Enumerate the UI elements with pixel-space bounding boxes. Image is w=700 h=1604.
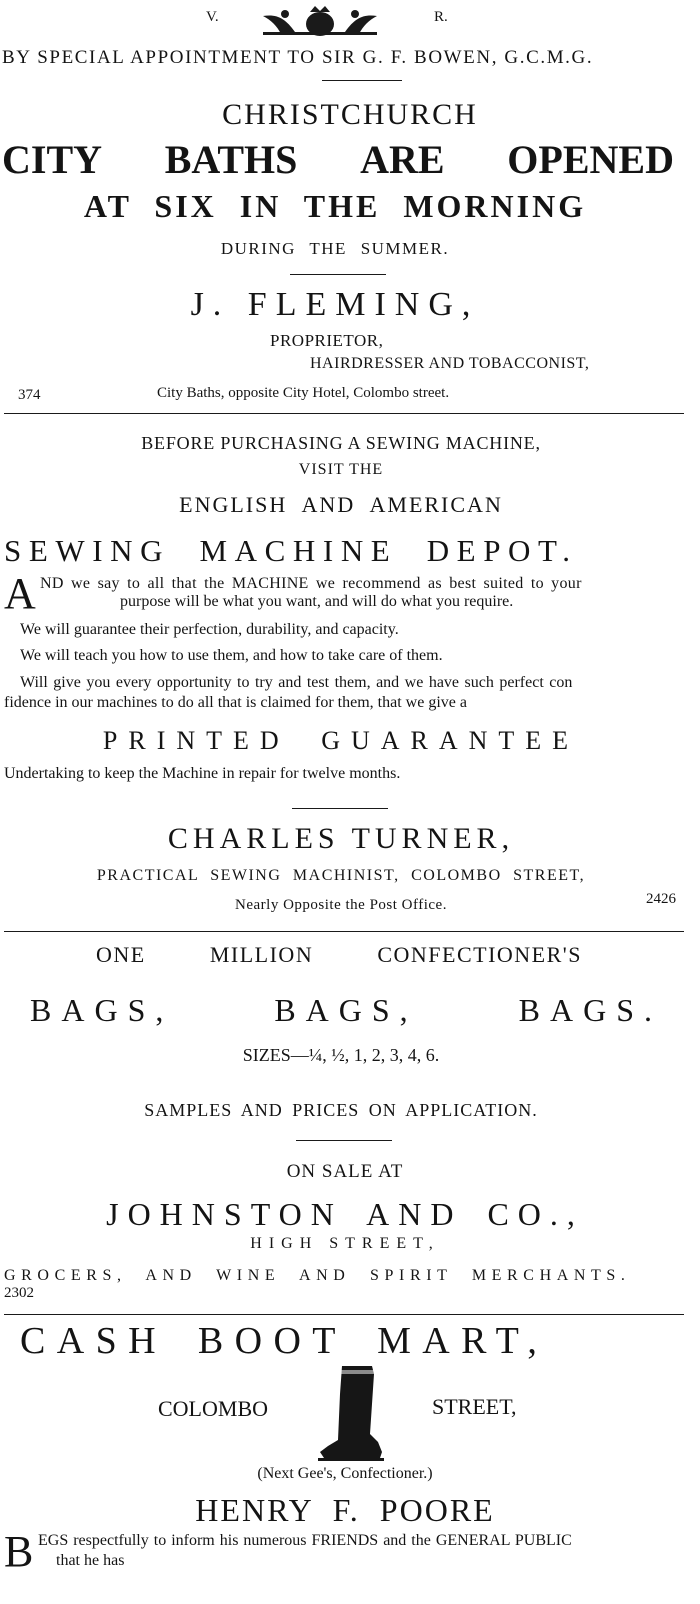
sewing-dropcap: A [4, 569, 36, 618]
masthead-right-letter: R. [434, 9, 448, 25]
divider [292, 808, 388, 809]
baths-headline-main [0, 137, 700, 182]
sewing-undertaking: Undertaking to keep the Machine in repair for twelve months. [4, 765, 401, 782]
bags-headline [30, 994, 662, 1026]
boot-mart-title: CASH BOOT MART, [20, 1320, 549, 1362]
sewing-depot-title: SEWING MACHINE DEPOT. [4, 533, 578, 568]
royal-crest-icon [255, 4, 385, 38]
divider [290, 274, 386, 275]
baths-season: DURING THE SUMMER. [220, 239, 450, 258]
divider [296, 1140, 392, 1141]
sewing-proprietor-role: PRACTICAL SEWING MACHINIST, COLOMBO STREET, [96, 867, 586, 884]
baths-proprietor-name: J. FLEMING, [190, 286, 480, 323]
baths-ad-ref: 374 [18, 387, 41, 403]
appointment-line: BY SPECIAL APPOINTMENT TO SIR G. F. BOWEN, G.C.M.G. [2, 47, 594, 68]
sewing-guarantee: PRINTED GUARANTEE [102, 726, 580, 755]
sewing-para4-line1: Will give you every opportunity to try and test them, and we have such perfect con [20, 674, 573, 691]
sewing-ad-ref: 2426 [646, 891, 676, 907]
bags-samples: SAMPLES AND PRICES ON APPLICATION. [144, 1100, 538, 1120]
bags-street: HIGH STREET, [250, 1235, 440, 1252]
bags-intro-word: CONFECTIONER'S [377, 942, 582, 967]
sewing-visit: VISIT THE [298, 461, 384, 478]
headline-word: OPENED [507, 137, 674, 182]
bags-trade: GROCERS, AND WINE AND SPIRIT MERCHANTS. [4, 1267, 631, 1284]
boot-mart-proprietor: HENRY F. POORE [195, 1492, 495, 1528]
baths-address: City Baths, opposite City Hotel, Colombo street. [157, 385, 450, 401]
ad-separator [4, 1314, 684, 1315]
boot-mart-dropcap: B [4, 1527, 34, 1576]
sewing-para1-line2: purpose will be what you want, and will do what you require. [120, 593, 514, 610]
headline-word: CITY [2, 137, 103, 182]
sewing-proprietor-name: CHARLES TURNER, [167, 822, 515, 855]
bags-sizes: SIZES—¼, ½, 1, 2, 3, 4, 6. [242, 1045, 440, 1065]
sewing-para3: We will teach you how to use them, and how to take care of them. [20, 647, 443, 664]
sewing-para4-line2: fidence in our machines to do all that is claimed for them, that we give a [4, 694, 467, 711]
boot-mart-left-word: COLOMBO [158, 1396, 269, 1421]
sewing-para2: We will guarantee their perfection, durability, and capacity. [20, 621, 399, 638]
baths-role-trade: HAIRDRESSER AND TOBACCONIST, [310, 355, 590, 372]
boot-icon [316, 1364, 386, 1462]
bags-word: BAGS. [518, 992, 662, 1028]
sewing-intro: BEFORE PURCHASING A SEWING MACHINE, [141, 433, 541, 453]
boot-mart-right-word: STREET, [432, 1394, 517, 1419]
bags-ad-ref: 2302 [4, 1285, 34, 1301]
baths-headline-city: CHRISTCHURCH [222, 98, 478, 131]
boot-mart-para-line2: that he has [56, 1552, 125, 1569]
sewing-para1-line1: ND we say to all that the MACHINE we recommend as best suited to your [40, 575, 582, 592]
headline-word: ARE [360, 137, 445, 182]
baths-role-proprietor: PROPRIETOR, [270, 331, 384, 350]
bags-word: BAGS, [30, 992, 174, 1028]
bags-word: BAGS, [274, 992, 418, 1028]
ad-separator [4, 931, 684, 932]
ad-separator [4, 413, 684, 414]
bags-intro [96, 944, 582, 966]
bags-company: JOHNSTON AND CO., [106, 1196, 584, 1232]
bags-on-sale: ON SALE AT [286, 1161, 404, 1182]
headline-word: BATHS [164, 137, 298, 182]
boot-mart-para-line1: EGS respectfully to inform his numerous FRIENDS and the GENERAL PUBLIC [38, 1532, 572, 1549]
baths-opening-time: AT SIX IN THE MORNING [83, 188, 587, 224]
masthead-left-letter: V. [206, 9, 219, 25]
boot-mart-location: (Next Gee's, Confectioner.) [257, 1465, 433, 1482]
divider [322, 80, 402, 81]
bags-intro-word: ONE [96, 942, 146, 967]
bags-intro-word: MILLION [209, 942, 314, 967]
sewing-origin: ENGLISH AND AMERICAN [179, 492, 503, 517]
sewing-location: Nearly Opposite the Post Office. [235, 897, 447, 913]
